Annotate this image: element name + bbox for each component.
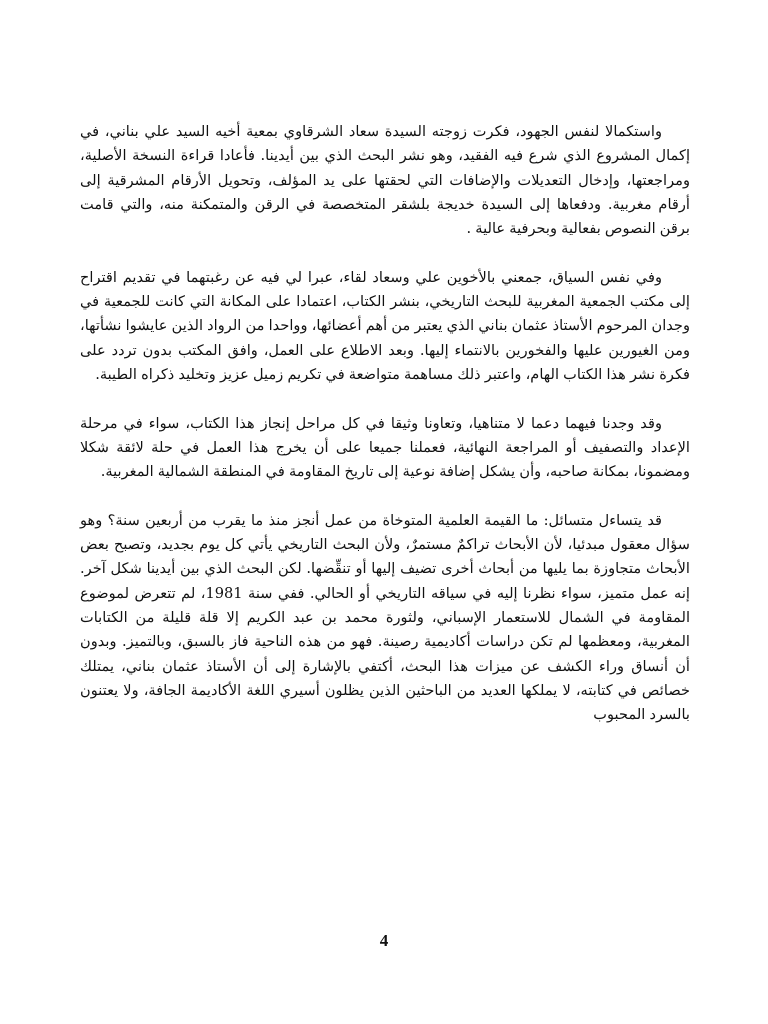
paragraph-3: وقد وجدنا فيهما دعما لا متناهيا، وتعاونا وثيقا في كل مراحل إنجاز هذا الكتاب، سواء في مرحلة الإعداد والتصفيف أو المراجعة النهائية، فعملنا جميعا على أن يخرج هذا العمل في حلة لائقة شكلا ومضمونا، بمكانة صاحبه، وأن يشكل إضافة نوعية إلى تاريخ المقاومة في المنطقة الشمالية المغربية. (80, 414, 690, 481)
page-number: 4 (379, 931, 389, 950)
paragraph-4: قد يتساءل متسائل: ما القيمة العلمية المتوخاة من عمل أنجز منذ ما يقرب من أربعين سنة؟ وهو سؤال معقول مبدئيا، لأن الأبحاث تراكمٌ مستمرٌ، ولأن البحث التاريخي يأتي كل يوم بجديد، وتصبح بعض الأبحاث متجاوزة بما يليها من أبحاث أخرى تضيف إليها أو تنقِّضها. لكن البحث الذي بين أيدينا شكل آخر. إنه عمل متميز، سواء نظرنا إليه في سياقه التاريخي أو الحالي. ففي سنة 1981، لم تتعرض لموضوع المقاومة في الشمال للاستعمار الإسباني، ولثورة محمد بن عبد الكريم إلا قلة قليلة من الكتابات المغربية، ومعظمها لم تكن دراسات أكاديمية رصينة. فهو من هذه الناحية فاز بالسبق، وبالتميز. وبدون أن أنساق وراء الكشف عن ميزات هذا البحث، أكتفي بالإشارة إلى أن الأستاذ عثمان بناني، يمتلك خصائص في كتابته، لا يملكها العديد من الباحثين الذين يظلون أسيري اللغة الأكاديمة الجافة، ولا يعتنون بالسرد المحبوب (80, 511, 690, 724)
paragraph-1: واستكمالا لنفس الجهود، فكرت زوجته السيدة سعاد الشرقاوي بمعية أخيه السيد علي بناني، في إكمال المشروع الذي شرع فيه الفقيد، وهو نشر البحث الذي بين أيدينا. فأعادا قراءة النسخة الأصلية، ومراجعتها، وإدخال التعديلات والإضافات التي لحقتها على يد المؤلف، وتحويل الأرقام المشرقية إلى أرقام مغربية. ودفعاها إلى السيدة خديجة بلشقر المتخصصة في الرقن والمتمكنة منه، والتي قامت برقن النصوص بفعالية وبحرفية عالية . (80, 123, 690, 238)
body-text (80, 120, 690, 752)
paragraph-2: وفي نفس السياق، جمعني بالأخوين علي وسعاد لقاء، عبرا لي فيه عن رغبتهما في تقديم اقتراح إلى مكتب الجمعية المغربية للبحث التاريخي، بنشر الكتاب، اعتمادا على المكانة التي كانت للجمعية في وجدان المرحوم الأستاذ عثمان بناني الذي يعتبر من أهم أعضائها، وواحدا من الرواد الذين عايشوا نشأتها، ومن الغيورين عليها والفخورين بالانتماء إليها. وبعد الاطلاع على العمل، وافق المكتب بدون تردد على فكرة نشر هذا الكتاب الهام، واعتبر ذلك مساهمة متواضعة في تكريم زميل عزيز وتخليد ذكراه الطيبة. (80, 268, 690, 383)
